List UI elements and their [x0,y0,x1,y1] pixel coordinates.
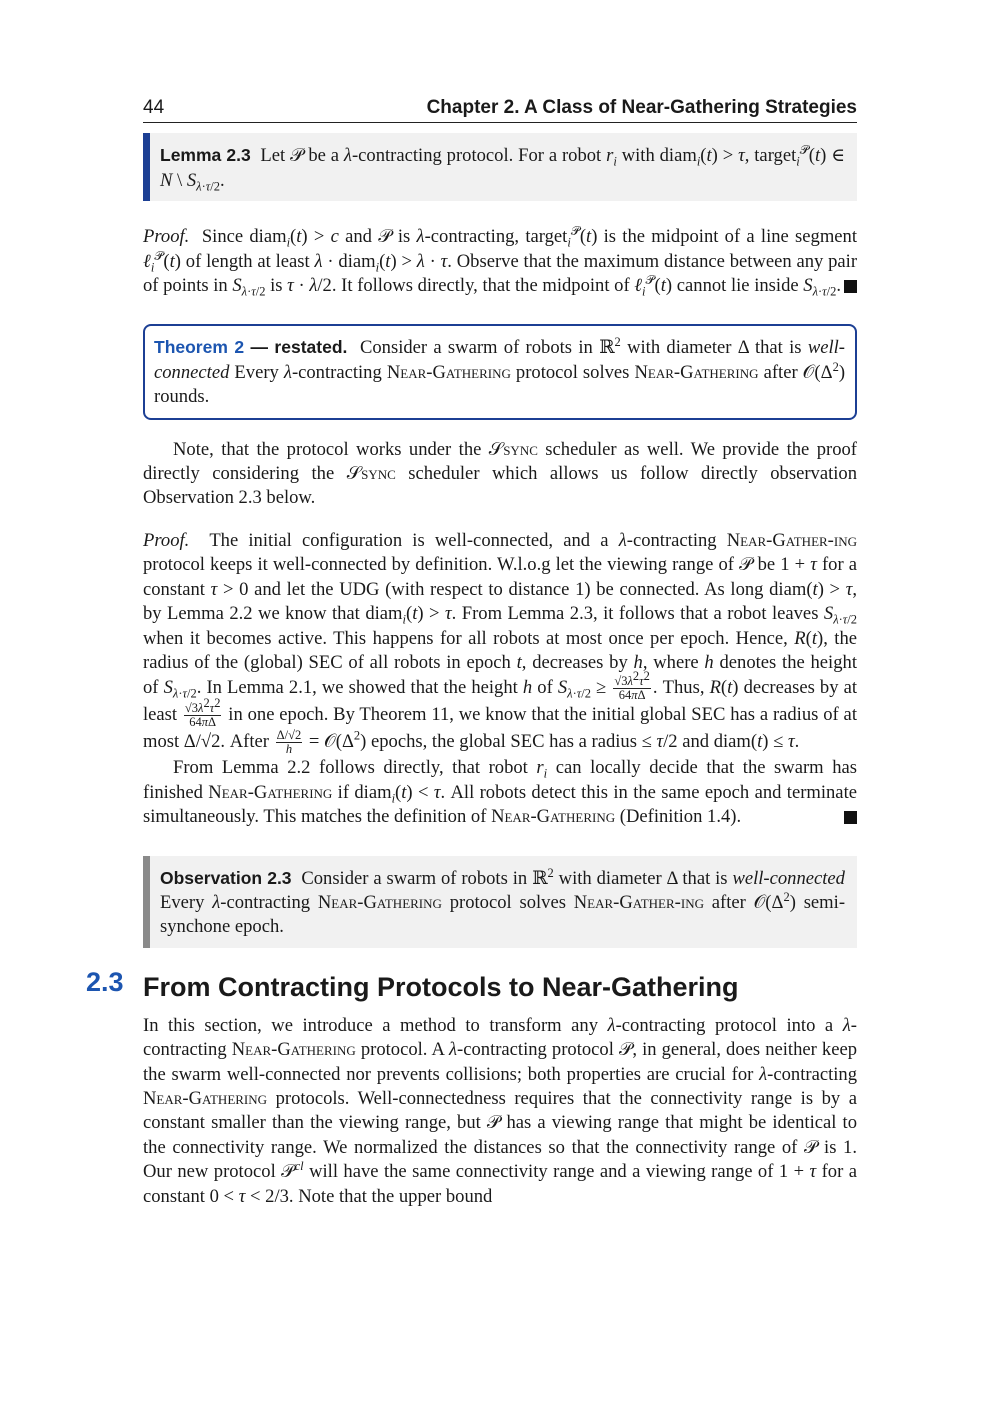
chapter-title: Chapter 2. A Class of Near-Gathering Strategies [426,97,857,118]
lemma-box [143,133,857,201]
note-intro: Note, that the protocol works under the [173,438,482,460]
lemma-label: Lemma 2.3 [160,145,251,166]
section-number: 2.3 [86,966,124,997]
fraction: $\frac{√3\lambda^2\tau^2}{64\pi\Delta}$ [614,669,650,703]
proof-label: Proof. [143,226,190,248]
paper-page [86,96,858,1209]
section-heading [86,966,857,1004]
proof-label-2: Proof. [143,529,190,551]
observation-text: Observation 2.3 Consider a swarm of robots in ℝ$^2$ with diameter Δ that is well-connected Every λ-contracting Near-Gathering protocol solves Near-Gather-ing after $𝒪(\Delta^2)$ semi-synchone epoch. [160,865,846,938]
note-paragraph: Note, that the protocol works under the 𝒮sync scheduler as well. We provide the proof directly considering the 𝒮sync scheduler which allows us follow directly observation Observation 2.3 below. [143,438,857,509]
proof-theorem-continued: From Lemma 2.2 follows directly, that robot $r_i$ can locally decide that the swarm has finished Near-Gathering if diam$_i$(t) < τ. All robots detect this in the same epoch and terminate simultaneously. This matches the definition of Near-Gathering (Definition 1.4). [143,757,857,828]
fraction: $\frac{\Delta/√2}{h}$ [276,728,302,757]
qed-square [844,811,857,824]
fraction: $\frac{√3\lambda^2\tau^2}{64\pi\Delta}$ [184,696,221,730]
running-header [143,96,857,123]
section-title: From Contracting Protocols to Near-Gathering [143,971,739,1002]
theorem-text: Theorem 2 — restated. Consider a swarm of robots in ℝ$^2$ with diameter Δ that is well-connected Every λ-contracting Near-Gathering protocol solves Near-Gathering after $𝒪(\Delta^2)$ rounds. [154,335,846,408]
observation-label: Observation 2.3 [160,867,292,888]
section-paragraph: In this section, we introduce a method to transform any λ-contracting protocol into a λ-contracting Near-Gathering protocol. A λ-contracting protocol 𝒫, in general, does neither keep the swarm well-connected nor prevents collisions; both properties are crucial for λ-contracting Near-Gathering protocols. Well-connectedness requires that the connectivity range is by a constant smaller than the viewing range, but 𝒫 has a viewing range that might be identical to the connectivity range. We normalized the distances so that the connectivity range of 𝒫 is 1. Our new protocol 𝒫$^{cl}$ will have the same connectivity range and a viewing range of 1 + τ for a constant 0 < τ < 2/3. Note that the upper bound [143,1014,857,1207]
theorem-suffix: — restated. [250,337,348,358]
theorem-label: Theorem 2 [154,337,245,358]
proof-theorem: Proof. The initial configuration is well-connected, and a λ-contracting Near-Gather-ing protocol keeps it well-connected by definition. W.l.o.g let the viewing range of 𝒫 be 1 + τ for a constant τ > 0 and let the UDG (with respect to distance 1) be connected. As long diam(t) > τ, by Lemma 2.2 we know that diam$_i$(t) > τ. From Lemma 2.3, it follows that a robot leaves $S_{\lambda\cdot\tau/2}$ when it becomes active. This happens for all robots at most once per epoch. Hence, R(t), the radius of the (global) SEC of all robots in epoch t, decreases by h, where h denotes the height of $S_{\lambda\cdot\tau/2}$. In Lemma 2.1, we showed that the height h of $S_{\lambda\cdot\tau/2}$ ≥ $\frac{√3\lambda^2\tau^2}{64\pi\Delta}$ . Thus, R(t) decreases by at least $\frac{√3\lambda^2\tau^2}{64\pi\Delta}$ in one epoch. By Theorem 11, we know that the initial global SEC has a radius of at most Δ/√2. After $\frac{\Delta/√2}{h}$ = $𝒪(\Delta^2)$ epochs, the global SEC has a radius ≤ τ/2 and diam(t) ≤ τ. [143,529,858,757]
lemma-text: Lemma 2.3 Let 𝒫 be a λ-contracting protocol. For a robot $r_i$ with diam$_i$(t) > τ, target$_i^𝒫$(t) ∈ N \ $S_{\lambda\cdot\tau/2}$. [160,143,845,194]
observation-box [143,856,857,948]
theorem-box [143,324,857,419]
qed-square [844,280,857,293]
proof-lemma: Proof. Since diam$_i$(t) > c and 𝒫 is λ-contracting, target$_i^𝒫$(t) is the midpoint of a line segment ℓ$_i^𝒫$(t) of length at least λ · diam$_i$(t) > λ · τ. Observe that the maximum distance between any pair of points in $S_{\lambda\cdot\tau/2}$ is τ · λ/2. It follows directly, that the midpoint of ℓ$_i^𝒫$(t) cannot lie inside $S_{\lambda\cdot\tau/2}$. [143,224,858,299]
page-number: 44 [143,97,165,118]
